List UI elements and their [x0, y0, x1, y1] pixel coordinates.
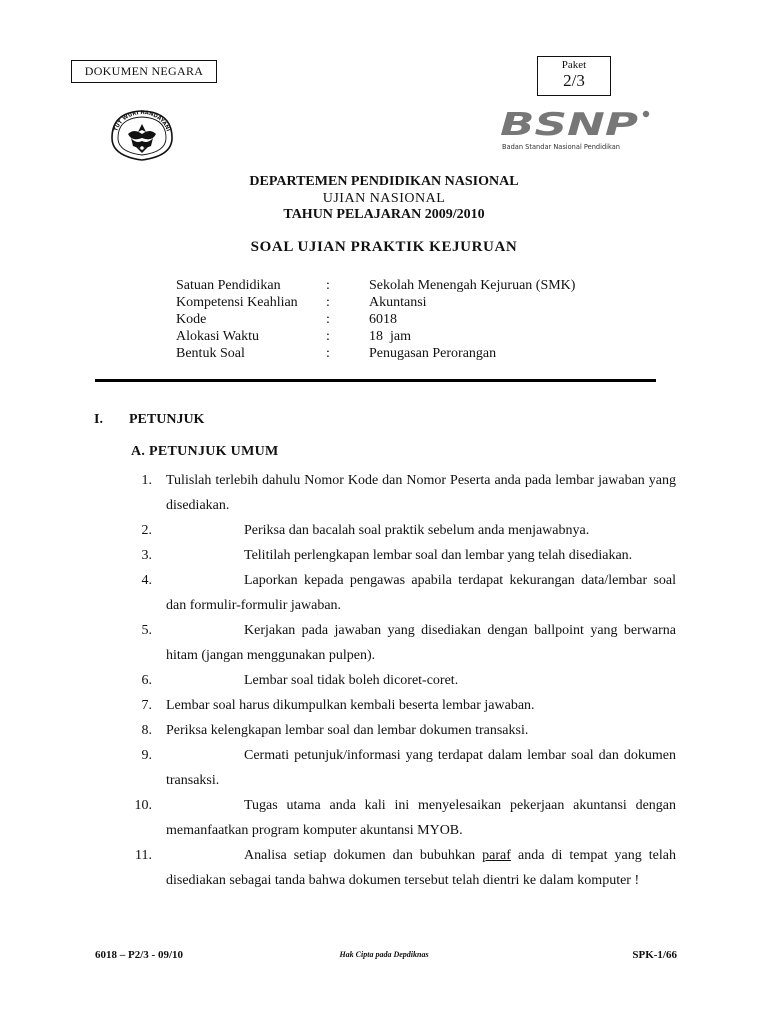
info-separator: :	[326, 295, 330, 310]
info-row	[176, 345, 575, 362]
paket-label: Paket	[561, 59, 587, 71]
exam-title: UJIAN NASIONAL	[322, 191, 446, 206]
academic-year: TAHUN PELAJARAN 2009/2010	[283, 207, 485, 222]
svg-text:BSNP: BSNP	[500, 107, 639, 143]
item-text: Kerjakan pada jawaban yang disediakan dengan ballpoint yang berwarna hitam (jangan menggunakan pulpen).	[166, 623, 676, 663]
item-number: 2.	[141, 523, 152, 538]
item-number: 1.	[141, 473, 152, 488]
info-value: 6018	[369, 312, 397, 327]
info-label: Kode	[176, 312, 207, 327]
item-text: Tulislah terlebih dahulu Nomor Kode dan Nomor Peserta anda pada lembar jawaban yang disediakan.	[166, 473, 676, 513]
info-row	[176, 294, 575, 311]
footer-page-number: SPK-1/66	[632, 949, 677, 961]
item-text: Analisa setiap dokumen dan bubuhkan	[244, 848, 483, 863]
info-row	[176, 311, 575, 328]
dokumen-negara-label: DOKUMEN NEGARA	[84, 64, 204, 78]
item-number: 8.	[141, 723, 152, 738]
info-value: Penugasan Perorangan	[369, 346, 497, 361]
list-item	[128, 718, 676, 743]
list-item	[128, 568, 676, 618]
item-text: Periksa kelengkapan lembar soal dan lembar dokumen transaksi.	[166, 723, 529, 738]
section-number: I.	[94, 412, 103, 427]
paket-box	[537, 56, 611, 96]
item-text: Telitilah perlengkapan lembar soal dan lembar yang telah disediakan.	[244, 548, 633, 563]
list-item	[128, 618, 676, 668]
info-label: Bentuk Soal	[176, 346, 245, 361]
list-item	[128, 843, 676, 893]
item-number: 3.	[141, 548, 152, 563]
exam-info-table	[176, 277, 575, 362]
exam-subject-title: SOAL UJIAN PRAKTIK KEJURUAN	[250, 239, 518, 255]
item-number: 10.	[134, 798, 152, 813]
info-value: Akuntansi	[369, 295, 427, 310]
item-text: Lembar soal tidak boleh dicoret-coret.	[244, 673, 459, 688]
info-row	[176, 328, 575, 345]
info-separator: :	[326, 312, 330, 327]
svg-text:Badan Standar Nasional Pendidi: Badan Standar Nasional Pendidikan	[502, 143, 620, 151]
section-title: PETUNJUK	[129, 412, 205, 427]
info-label: Satuan Pendidikan	[176, 278, 281, 293]
info-value: 18 jam	[369, 329, 411, 344]
item-number: 5.	[141, 623, 152, 638]
item-text: Tugas utama anda kali ini menyelesaikan pekerjaan akuntansi dengan memanfaatkan program komputer akuntansi MYOB.	[166, 798, 676, 838]
item-number: 11.	[135, 848, 152, 863]
item-text: Laporkan kepada pengawas apabila terdapat kekurangan data/lembar soal dan formulir-formulir jawaban.	[166, 573, 676, 613]
footer-copyright: Hak Cipta pada Depdiknas	[339, 950, 429, 959]
item-text: Cermati petunjuk/informasi yang terdapat dalam lembar soal dan dokumen transaksi.	[166, 748, 676, 788]
list-item	[128, 668, 676, 693]
paket-value: 2/3	[563, 71, 585, 90]
list-item	[128, 693, 676, 718]
info-row	[176, 277, 575, 294]
list-item	[128, 743, 676, 793]
footer-code: 6018 – P2/3 - 09/10	[95, 949, 183, 961]
department-title: DEPARTEMEN PENDIDIKAN NASIONAL	[249, 174, 519, 189]
info-label: Kompetensi Keahlian	[176, 295, 298, 310]
section-subtitle: A. PETUNJUK UMUM	[131, 444, 279, 459]
divider-rule	[95, 379, 656, 382]
item-number: 7.	[141, 698, 152, 713]
info-label: Alokasi Waktu	[176, 329, 259, 344]
item-number: 6.	[141, 673, 152, 688]
dokumen-negara-box	[71, 60, 217, 83]
info-separator: :	[326, 346, 330, 361]
svg-text:TUT WURI HANDAYANI: TUT WURI HANDAYANI	[113, 109, 171, 133]
tut-wuri-handayani-emblem	[106, 108, 178, 162]
info-separator: :	[326, 329, 330, 344]
list-item	[128, 468, 676, 518]
instruction-list	[128, 468, 676, 893]
item-number: 9.	[141, 748, 152, 763]
list-item	[128, 518, 676, 543]
bsnp-logo	[498, 105, 658, 153]
item-number: 4.	[141, 573, 152, 588]
info-separator: :	[326, 278, 330, 293]
list-item	[128, 793, 676, 843]
info-value: Sekolah Menengah Kejuruan (SMK)	[369, 278, 576, 293]
list-item	[128, 543, 676, 568]
item-text: Lembar soal harus dikumpulkan kembali beserta lembar jawaban.	[166, 698, 535, 713]
item-text-underlined: paraf	[482, 848, 511, 863]
item-text: Periksa dan bacalah soal praktik sebelum anda menjawabnya.	[244, 523, 590, 538]
item-text: anda di tempat yang telah disediakan sebagai tanda bahwa dokumen tersebut telah dientri ke dalam komputer !	[166, 848, 676, 888]
